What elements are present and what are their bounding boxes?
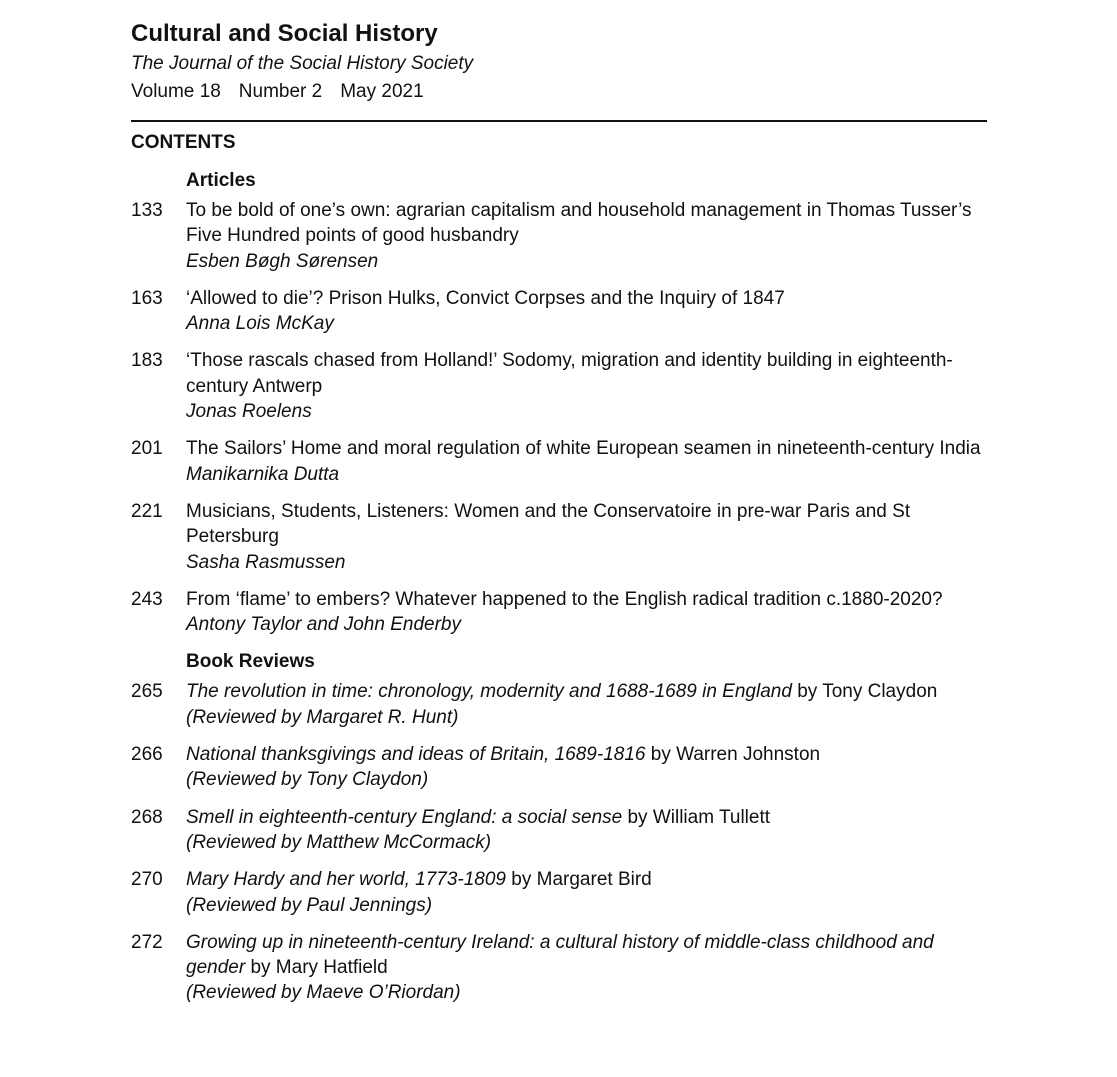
review-entry[interactable] — [131, 867, 987, 918]
article-author: Manikarnika Dutta — [186, 463, 340, 485]
page-number: 133 — [131, 200, 163, 221]
article-author: Anna Lois McKay — [186, 313, 334, 335]
review-entry[interactable] — [131, 679, 987, 730]
article-entry[interactable] — [131, 286, 987, 337]
article-title[interactable]: To be bold of one’s own: agrarian capitalism and household management in Thomas Tusser’s Five Hundred points of good husbandry — [186, 200, 972, 247]
article-entry[interactable] — [131, 499, 987, 575]
article-author: Jonas Roelens — [186, 401, 312, 423]
issue-number: Number 2 — [238, 81, 323, 102]
book-title[interactable]: Smell in eighteenth-century England: a social sense — [186, 806, 623, 828]
article-entry[interactable] — [131, 436, 987, 487]
article-author: Esben Bøgh Sørensen — [186, 250, 379, 272]
articles-list — [131, 198, 987, 637]
header-divider — [131, 120, 987, 122]
reviewer: (Reviewed by Matthew McCormack) — [186, 831, 492, 853]
page-number: 163 — [131, 287, 163, 309]
article-author: Sasha Rasmussen — [186, 551, 346, 573]
journal-header — [131, 18, 987, 106]
book-title[interactable]: Mary Hardy and her world, 1773-1809 — [186, 869, 507, 891]
journal-subtitle: The Journal of the Social History Society — [131, 53, 474, 74]
review-entry[interactable] — [131, 930, 987, 1006]
book-author: by Warren Johnston — [645, 744, 821, 766]
article-title[interactable]: ‘Those rascals chased from Holland!’ Sodomy, migration and identity building in eighteenth-century Antwerp — [186, 350, 953, 397]
book-title[interactable]: National thanksgivings and ideas of Britain, 1689-1816 — [186, 744, 646, 766]
article-title[interactable]: ‘Allowed to die’? Prison Hulks, Convict Corpses and the Inquiry of 1847 — [186, 287, 785, 309]
book-title[interactable]: Growing up in nineteenth-century Ireland: a cultural history of middle-class childhood and gender — [186, 931, 934, 979]
articles-heading: Articles — [186, 170, 256, 191]
book-reviews-heading: Book Reviews — [186, 651, 315, 673]
review-entry[interactable] — [131, 805, 987, 856]
page-number: 272 — [131, 931, 163, 953]
page-number: 221 — [131, 500, 163, 522]
article-entry[interactable] — [131, 348, 987, 424]
page-number: 201 — [131, 438, 163, 460]
page-number: 266 — [131, 744, 163, 766]
page-number: 268 — [131, 806, 163, 828]
article-title[interactable]: From ‘flame’ to embers? Whatever happened to the English radical tradition c.1880-2020? — [186, 588, 943, 610]
reviewer: (Reviewed by Paul Jennings) — [186, 894, 433, 916]
journal-title: Cultural and Social History — [131, 20, 438, 47]
volume: Volume 18 — [131, 81, 221, 102]
page-number: 265 — [131, 681, 163, 703]
article-title[interactable]: The Sailors’ Home and moral regulation of white European seamen in nineteenth-century India — [186, 438, 981, 460]
article-title[interactable]: Musicians, Students, Listeners: Women and the Conservatoire in pre-war Paris and St Petersburg — [186, 500, 911, 548]
book-author: by Margaret Bird — [506, 869, 652, 891]
reviewer: (Reviewed by Tony Claydon) — [186, 769, 429, 791]
book-author: by William Tullett — [622, 806, 771, 828]
page-number: 243 — [131, 588, 163, 610]
reviewer: (Reviewed by Maeve O’Riordan) — [186, 982, 461, 1004]
contents-page — [131, 18, 987, 1018]
book-reviews-list — [131, 679, 987, 1005]
article-author: Antony Taylor and John Enderby — [186, 614, 461, 636]
contents-heading: CONTENTS — [131, 132, 236, 153]
review-entry[interactable] — [131, 742, 987, 793]
article-entry[interactable] — [131, 587, 987, 638]
page-number: 270 — [131, 869, 163, 891]
issue-date: May 2021 — [340, 81, 424, 102]
article-entry[interactable] — [131, 198, 987, 274]
issue-info — [131, 78, 987, 106]
book-title[interactable]: The revolution in time: chronology, modernity and 1688-1689 in England — [186, 681, 792, 703]
page-number: 183 — [131, 350, 163, 372]
book-author: by Tony Claydon — [791, 681, 938, 703]
reviewer: (Reviewed by Margaret R. Hunt) — [186, 706, 459, 728]
book-author: by Mary Hatfield — [245, 957, 388, 979]
